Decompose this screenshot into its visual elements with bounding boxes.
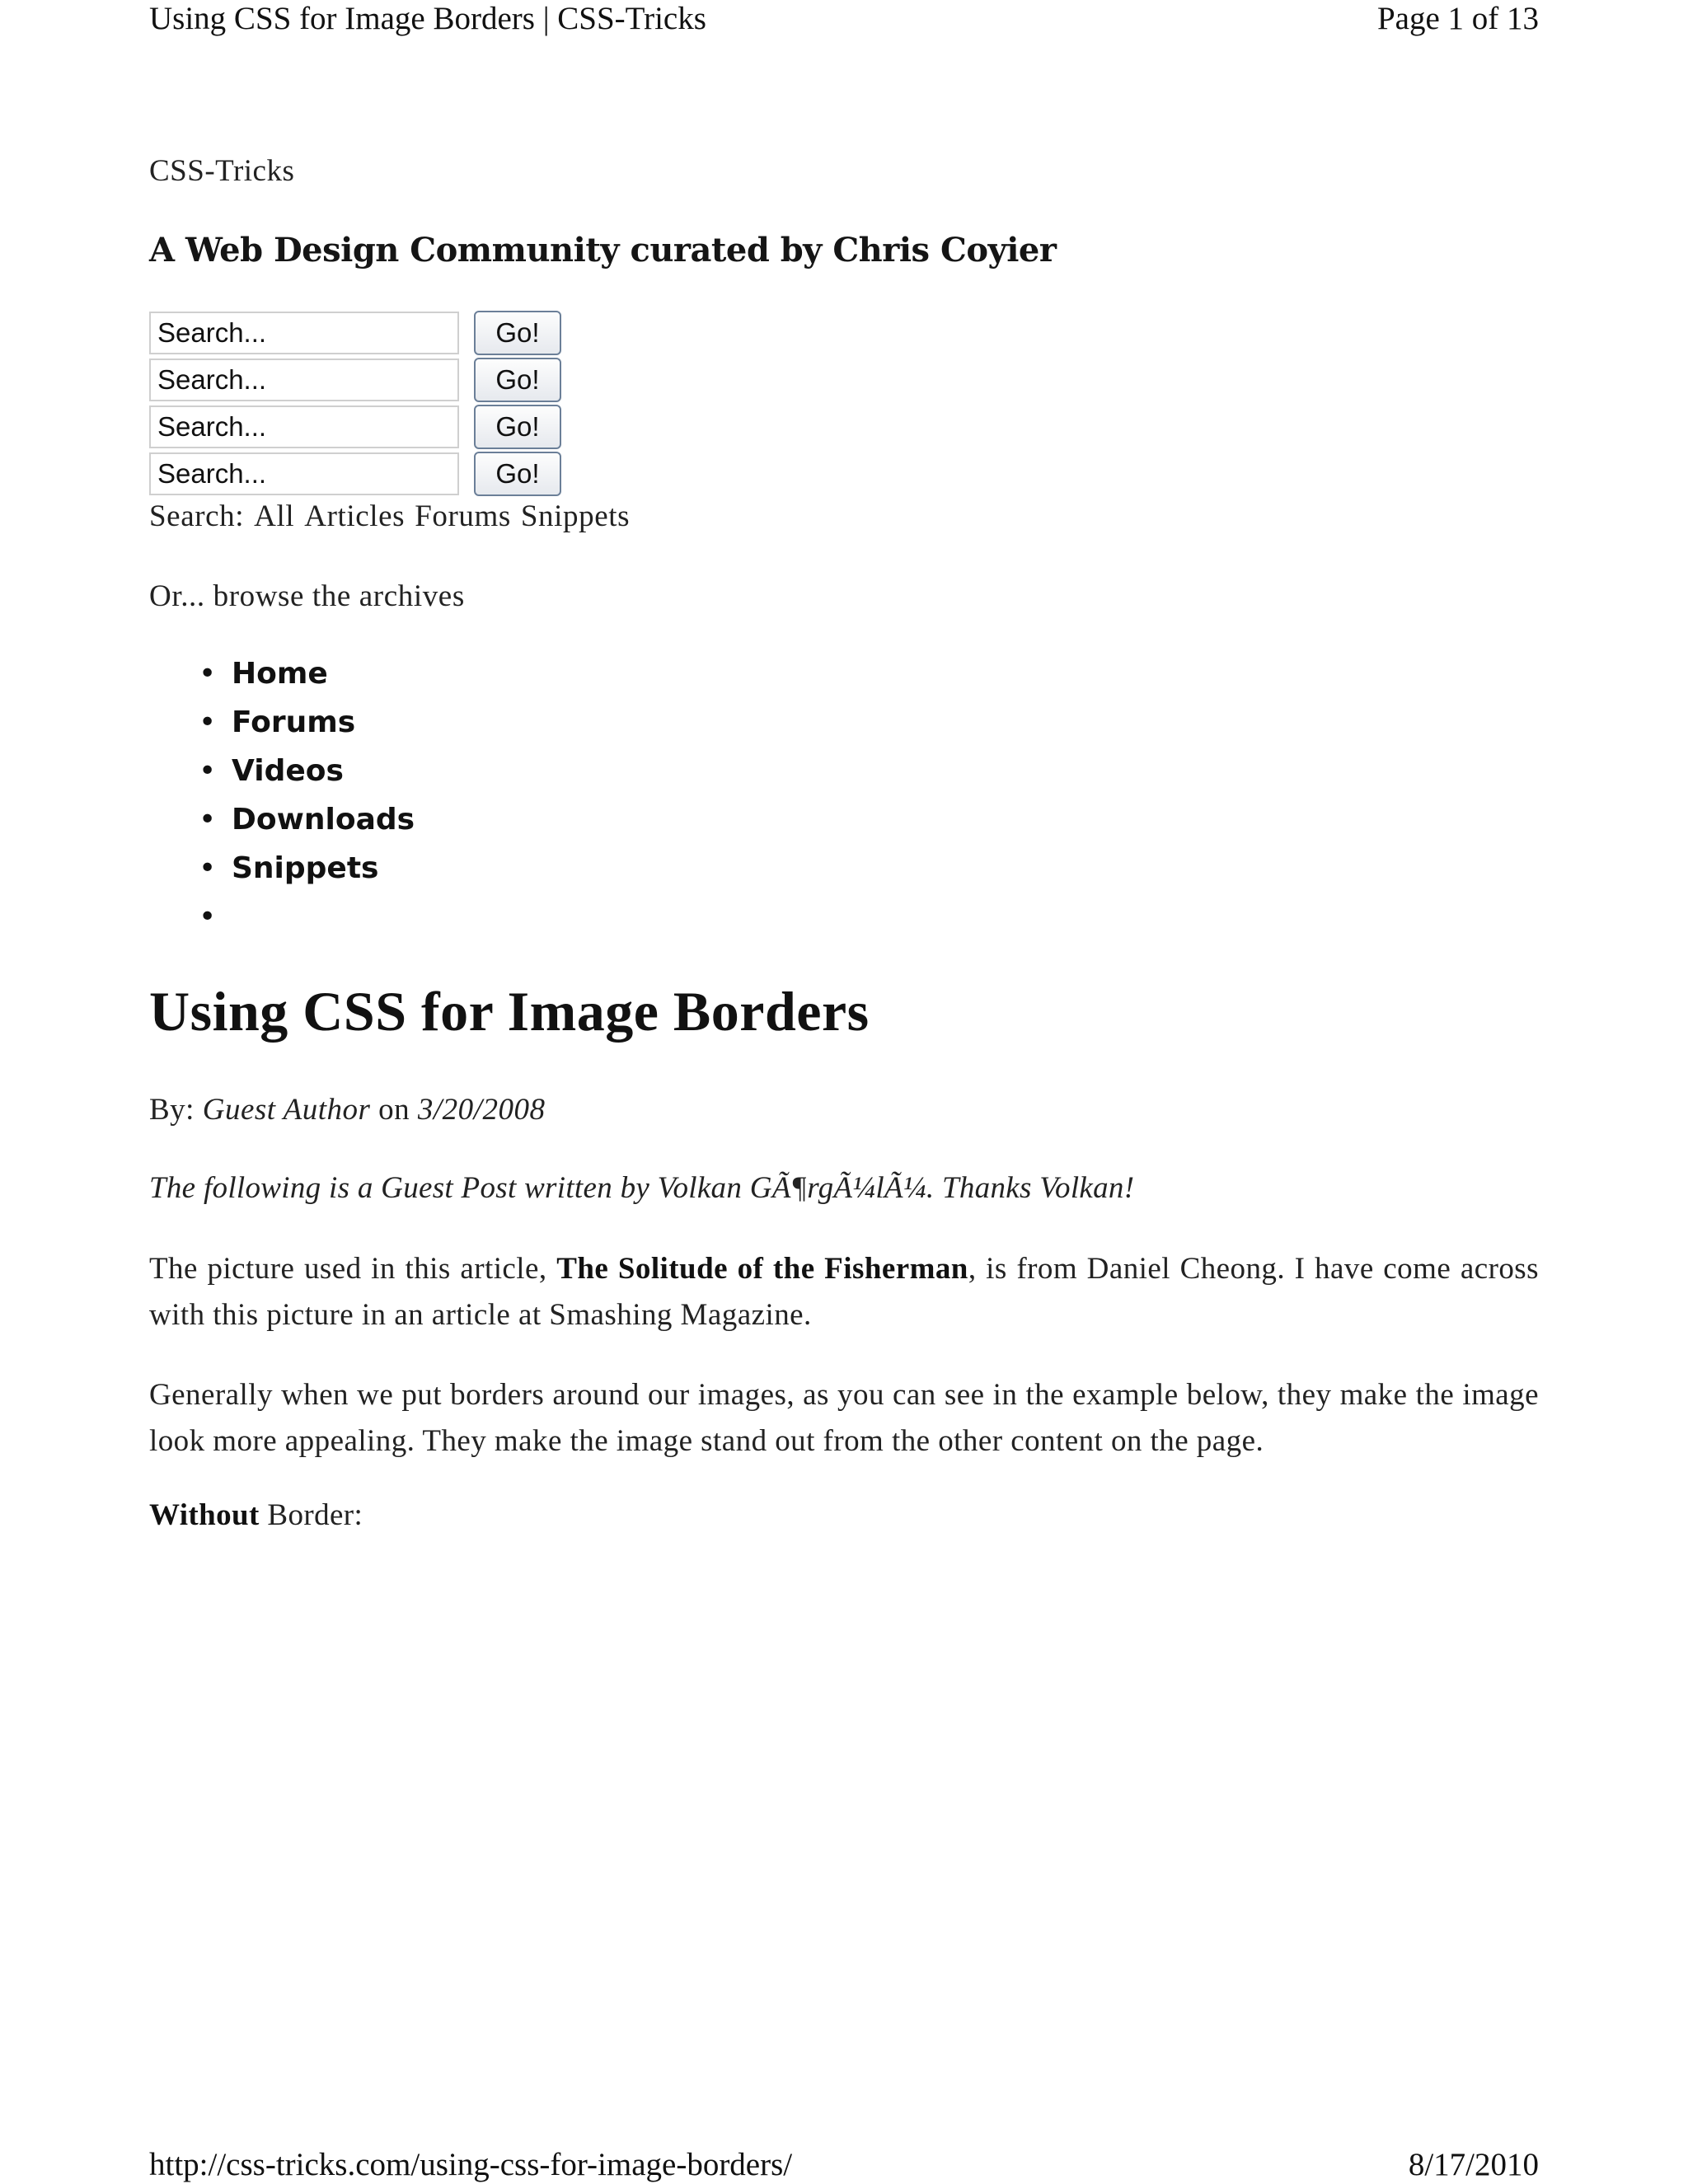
search-input[interactable]	[149, 405, 459, 448]
site-name[interactable]: CSS-Tricks	[149, 154, 295, 188]
byline-by-label: By:	[149, 1093, 195, 1127]
print-page-title: Using CSS for Image Borders | CSS-Tricks	[149, 1, 706, 36]
nav-link-home[interactable]: Home	[232, 657, 328, 691]
print-page-number: Page 1 of 13	[1376, 1, 1539, 36]
without-border-label	[149, 1497, 363, 1533]
article-title: Using CSS for Image Borders	[149, 980, 870, 1043]
article-paragraph-1	[149, 1246, 1539, 1338]
para1-after: , is from Daniel Cheong. I have come across with this picture in an article at Smashing Magazine.	[149, 1252, 1539, 1332]
search-input[interactable]	[149, 359, 459, 401]
search-scope-all[interactable]: All	[254, 499, 295, 533]
nav-link-forums[interactable]: Forums	[232, 705, 356, 739]
site-tagline: A Web Design Community curated by Chris Coyier	[149, 231, 1057, 269]
byline-author[interactable]: Guest Author	[202, 1093, 371, 1127]
search-forms	[149, 309, 561, 497]
search-input[interactable]	[149, 312, 459, 354]
search-form	[149, 356, 561, 403]
go-button[interactable]: Go!	[474, 311, 561, 355]
print-footer	[149, 2146, 1539, 2183]
search-form	[149, 450, 561, 497]
search-scope	[149, 499, 640, 534]
search-scope-articles[interactable]: Articles	[304, 499, 406, 533]
search-scope-forums[interactable]: Forums	[415, 499, 511, 533]
nav-link-downloads[interactable]: Downloads	[232, 803, 415, 837]
search-scope-label: Search:	[149, 499, 245, 533]
browse-archives[interactable]: Or... browse the archives	[149, 579, 465, 613]
guest-post-note: The following is a Guest Post written by Volkan GÃ¶rgÃ¼lÃ¼. Thanks Volkan!	[149, 1171, 1135, 1205]
nav-link-snippets[interactable]: Snippets	[232, 851, 379, 885]
byline-on-label: on	[378, 1093, 410, 1127]
search-scope-snippets[interactable]: Snippets	[520, 499, 631, 533]
go-button[interactable]: Go!	[474, 358, 561, 402]
para1-before: The picture used in this article,	[149, 1252, 547, 1286]
go-button[interactable]: Go!	[474, 452, 561, 496]
picture-title: The Solitude of the Fisherman	[556, 1252, 968, 1286]
article-paragraph-2: Generally when we put borders around our images, as you can see in the example below, they make the image look more appealing. They make the image stand out from the other content on the page.	[149, 1378, 1539, 1458]
search-input[interactable]	[149, 452, 459, 495]
print-url: http://css-tricks.com/using-css-for-image-borders/	[149, 2147, 793, 2182]
print-header	[149, 0, 1539, 37]
without-bold: Without	[149, 1498, 260, 1532]
without-rest: Border:	[267, 1498, 363, 1532]
print-date: 8/17/2010	[1408, 2147, 1539, 2182]
byline-date: 3/20/2008	[417, 1093, 546, 1127]
search-form	[149, 309, 561, 356]
go-button[interactable]: Go!	[474, 405, 561, 449]
search-form	[149, 403, 561, 450]
nav-link-videos[interactable]: Videos	[232, 754, 344, 788]
article-byline	[149, 1092, 545, 1127]
